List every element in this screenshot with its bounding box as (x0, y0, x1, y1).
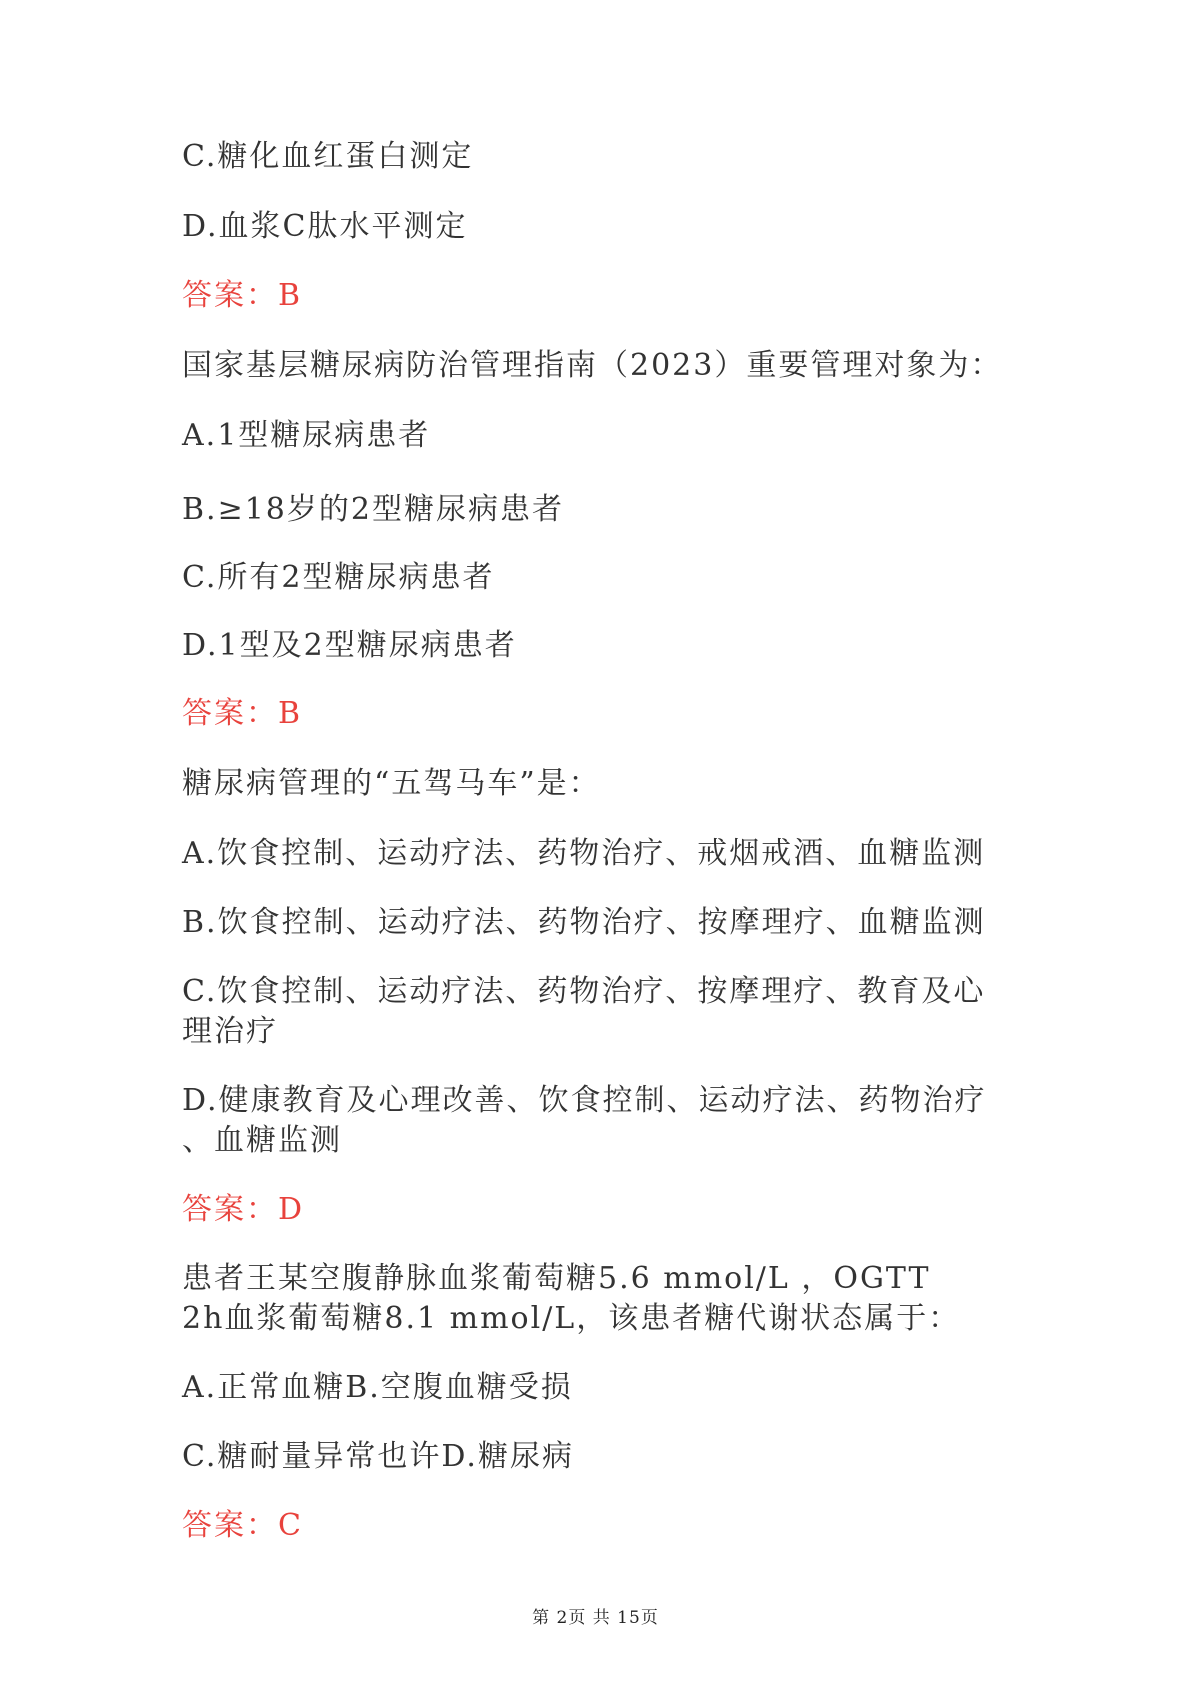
option-b-type2-adult: B.≥18岁的2型糖尿病患者 (182, 492, 564, 527)
option-a-type1: A.1型糖尿病患者 (182, 418, 431, 453)
answer-2: 答案：B (182, 696, 303, 731)
option-d-c-peptide: D.血浆C肽水平测定 (182, 209, 468, 244)
option-c-all-type2: C.所有2型糖尿病患者 (182, 560, 495, 595)
option-d-type1-and-type2: D.1型及2型糖尿病患者 (182, 628, 517, 663)
option-a-five-carriages: A.饮食控制、运动疗法、药物治疗、戒烟戒酒、血糖监测 (182, 836, 986, 871)
option-c-d-glucose: C.糖耐量异常也许D.糖尿病 (182, 1439, 574, 1474)
question-five-carriages: 糖尿病管理的“五驾马车”是： (182, 766, 601, 801)
option-b-five-carriages: B.饮食控制、运动疗法、药物治疗、按摩理疗、血糖监测 (182, 905, 986, 940)
option-c-five-carriages-cont: 理治疗 (182, 1014, 278, 1049)
question-management-target: 国家基层糖尿病防治管理指南（2023）重要管理对象为： (182, 348, 1003, 383)
answer-4: 答案：C (182, 1508, 303, 1543)
question-glucose-status-cont: 2h血浆葡萄糖8.1 mmol/L，该患者糖代谢状态属于： (182, 1301, 961, 1336)
option-d-five-carriages-cont: 、血糖监测 (182, 1123, 342, 1158)
option-c-glycated-hemoglobin: C.糖化血红蛋白测定 (182, 139, 474, 174)
answer-1: 答案：B (182, 278, 303, 313)
option-d-five-carriages: D.健康教育及心理改善、饮食控制、运动疗法、药物治疗 (182, 1083, 987, 1118)
option-a-b-glucose: A.正常血糖B.空腹血糖受损 (182, 1370, 573, 1405)
option-c-five-carriages: C.饮食控制、运动疗法、药物治疗、按摩理疗、教育及心 (182, 974, 986, 1009)
answer-3: 答案：D (182, 1192, 305, 1227)
question-glucose-status: 患者王某空腹静脉血浆葡萄糖5.6 mmol/L ，OGTT (182, 1261, 931, 1296)
page-footer: 第 2页 共 15页 (532, 1608, 659, 1628)
